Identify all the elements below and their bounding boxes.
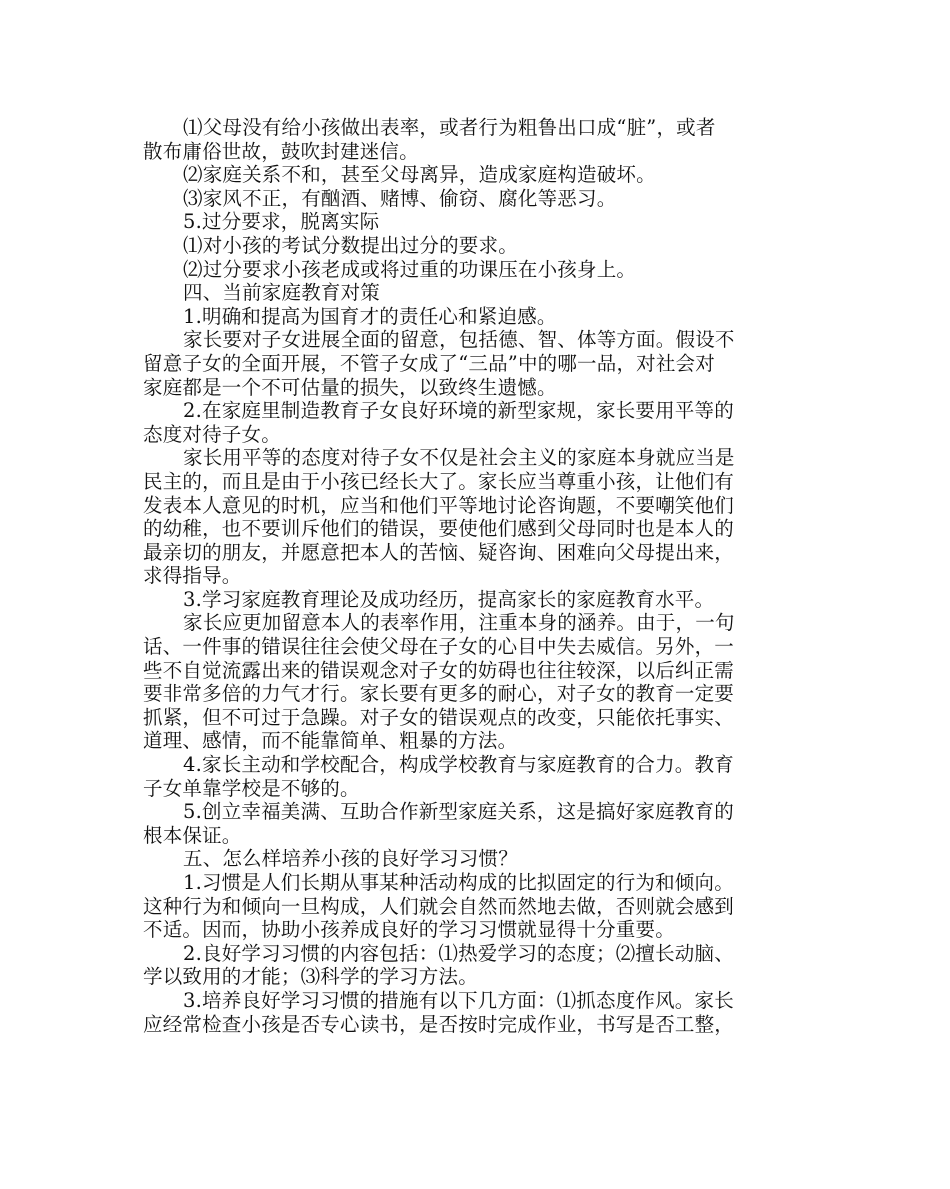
text-line: ⑵家庭关系不和，甚至父母离异，造成家庭构造破坏。 (183, 163, 656, 187)
text-line: 话、一件事的错误往往会使父母在子女的心目中失去威信。另外，一 (143, 635, 735, 659)
text-line: ⑵过分要求小孩老成或将过重的功课压在小孩身上。 (183, 257, 637, 281)
text-line: 留意子女的全面开展，不管子女成了“三品”中的哪一品，对社会对 (143, 351, 715, 375)
text-line: 应经常检查小孩是否专心读书，是否按时完成作业，书写是否工整， (143, 1012, 735, 1036)
text-line: 要非常多倍的力气才行。家长要有更多的耐心，对子女的教育一定要 (143, 682, 735, 706)
text-line: 2.良好学习习惯的内容包括：⑴热爱学习的态度；⑵擅长动脑、 (183, 941, 734, 965)
text-line: ⑴对小孩的考试分数提出过分的要求。 (183, 233, 518, 257)
text-line: 根本保证。 (143, 823, 242, 847)
text-line: 家长要对子女进展全面的留意，包括德、智、体等方面。假设不 (183, 328, 735, 352)
text-line: 抓紧，但不可过于急躁。对子女的错误观点的改变，只能依托事实、 (143, 705, 735, 729)
text-line: ⑴父母没有给小孩做出表率，或者行为粗鲁出口成“脏”，或者 (183, 116, 716, 139)
text-line: 发表本人意见的时机，应当和他们平等地讨论咨询题，不要嘲笑他们 (143, 493, 735, 517)
text-line: 这种行为和倾向一旦构成，人们就会自然而然地去做，否则就会感到 (143, 894, 735, 918)
text-line: 3.培养良好学习习惯的措施有以下几方面：⑴抓态度作风。家长 (183, 988, 734, 1012)
text-line: 学以致用的才能；⑶科学的学习方法。 (143, 965, 478, 989)
text-line: 民主的，而且是由于小孩已经长大了。家长应当尊重小孩，让他们有 (143, 469, 735, 493)
text-line: 1.明确和提高为国育才的责任心和紧迫感。 (183, 304, 557, 328)
text-line: 些不自觉流露出来的错误观念对子女的妨碍也往往较深，以后纠正需 (143, 658, 735, 682)
text-line: 道理、感情，而不能靠简单、粗暴的方法。 (143, 729, 518, 753)
text-line: 五、怎么样培养小孩的良好学习习惯？ (183, 847, 518, 871)
text-line: 4.家长主动和学校配合，构成学校教育与家庭教育的合力。教育 (183, 753, 734, 777)
text-line: 2.在家庭里制造教育子女良好环境的新型家规，家长要用平等的 (183, 399, 734, 423)
text-line: 四、当前家庭教育对策 (183, 281, 381, 305)
text-line: 3.学习家庭教育理论及成功经历，提高家长的家庭教育水平。 (183, 587, 715, 611)
text-line: ⑶家风不正，有酗酒、赌博、偷窃、腐化等恶习。 (183, 186, 617, 210)
text-line: 1.习惯是人们长期从事某种活动构成的比拟固定的行为和倾向。 (183, 871, 734, 894)
text-line: 求得指导。 (143, 564, 242, 588)
text-line: 家庭都是一个不可估量的损失，以致终生遗憾。 (143, 375, 557, 399)
text-line: 最亲切的朋友，并愿意把本人的苦恼、疑咨询、困难向父母提出来， (143, 540, 735, 564)
text-line: 5.创立幸福美满、互助合作新型家庭关系，这是搞好家庭教育的 (183, 800, 734, 824)
text-line: 态度对待子女。 (143, 422, 281, 446)
text-line: 不适。因而，协助小孩养成良好的学习习惯就显得十分重要。 (143, 918, 675, 942)
document-body (143, 116, 811, 1036)
text-line: 散布庸俗世故，鼓吹封建迷信。 (143, 139, 419, 163)
text-line: 5.过分要求，脱离实际 (183, 210, 380, 234)
text-line: 家长用平等的态度对待子女不仅是社会主义的家庭本身就应当是 (183, 446, 735, 470)
text-line: 的幼稚，也不要训斥他们的错误，要使他们感到父母同时也是本人的 (143, 517, 735, 541)
text-line: 家长应更加留意本人的表率作用，注重本身的涵养。由于，一句 (183, 611, 735, 635)
text-line: 子女单靠学校是不够的。 (143, 776, 360, 800)
